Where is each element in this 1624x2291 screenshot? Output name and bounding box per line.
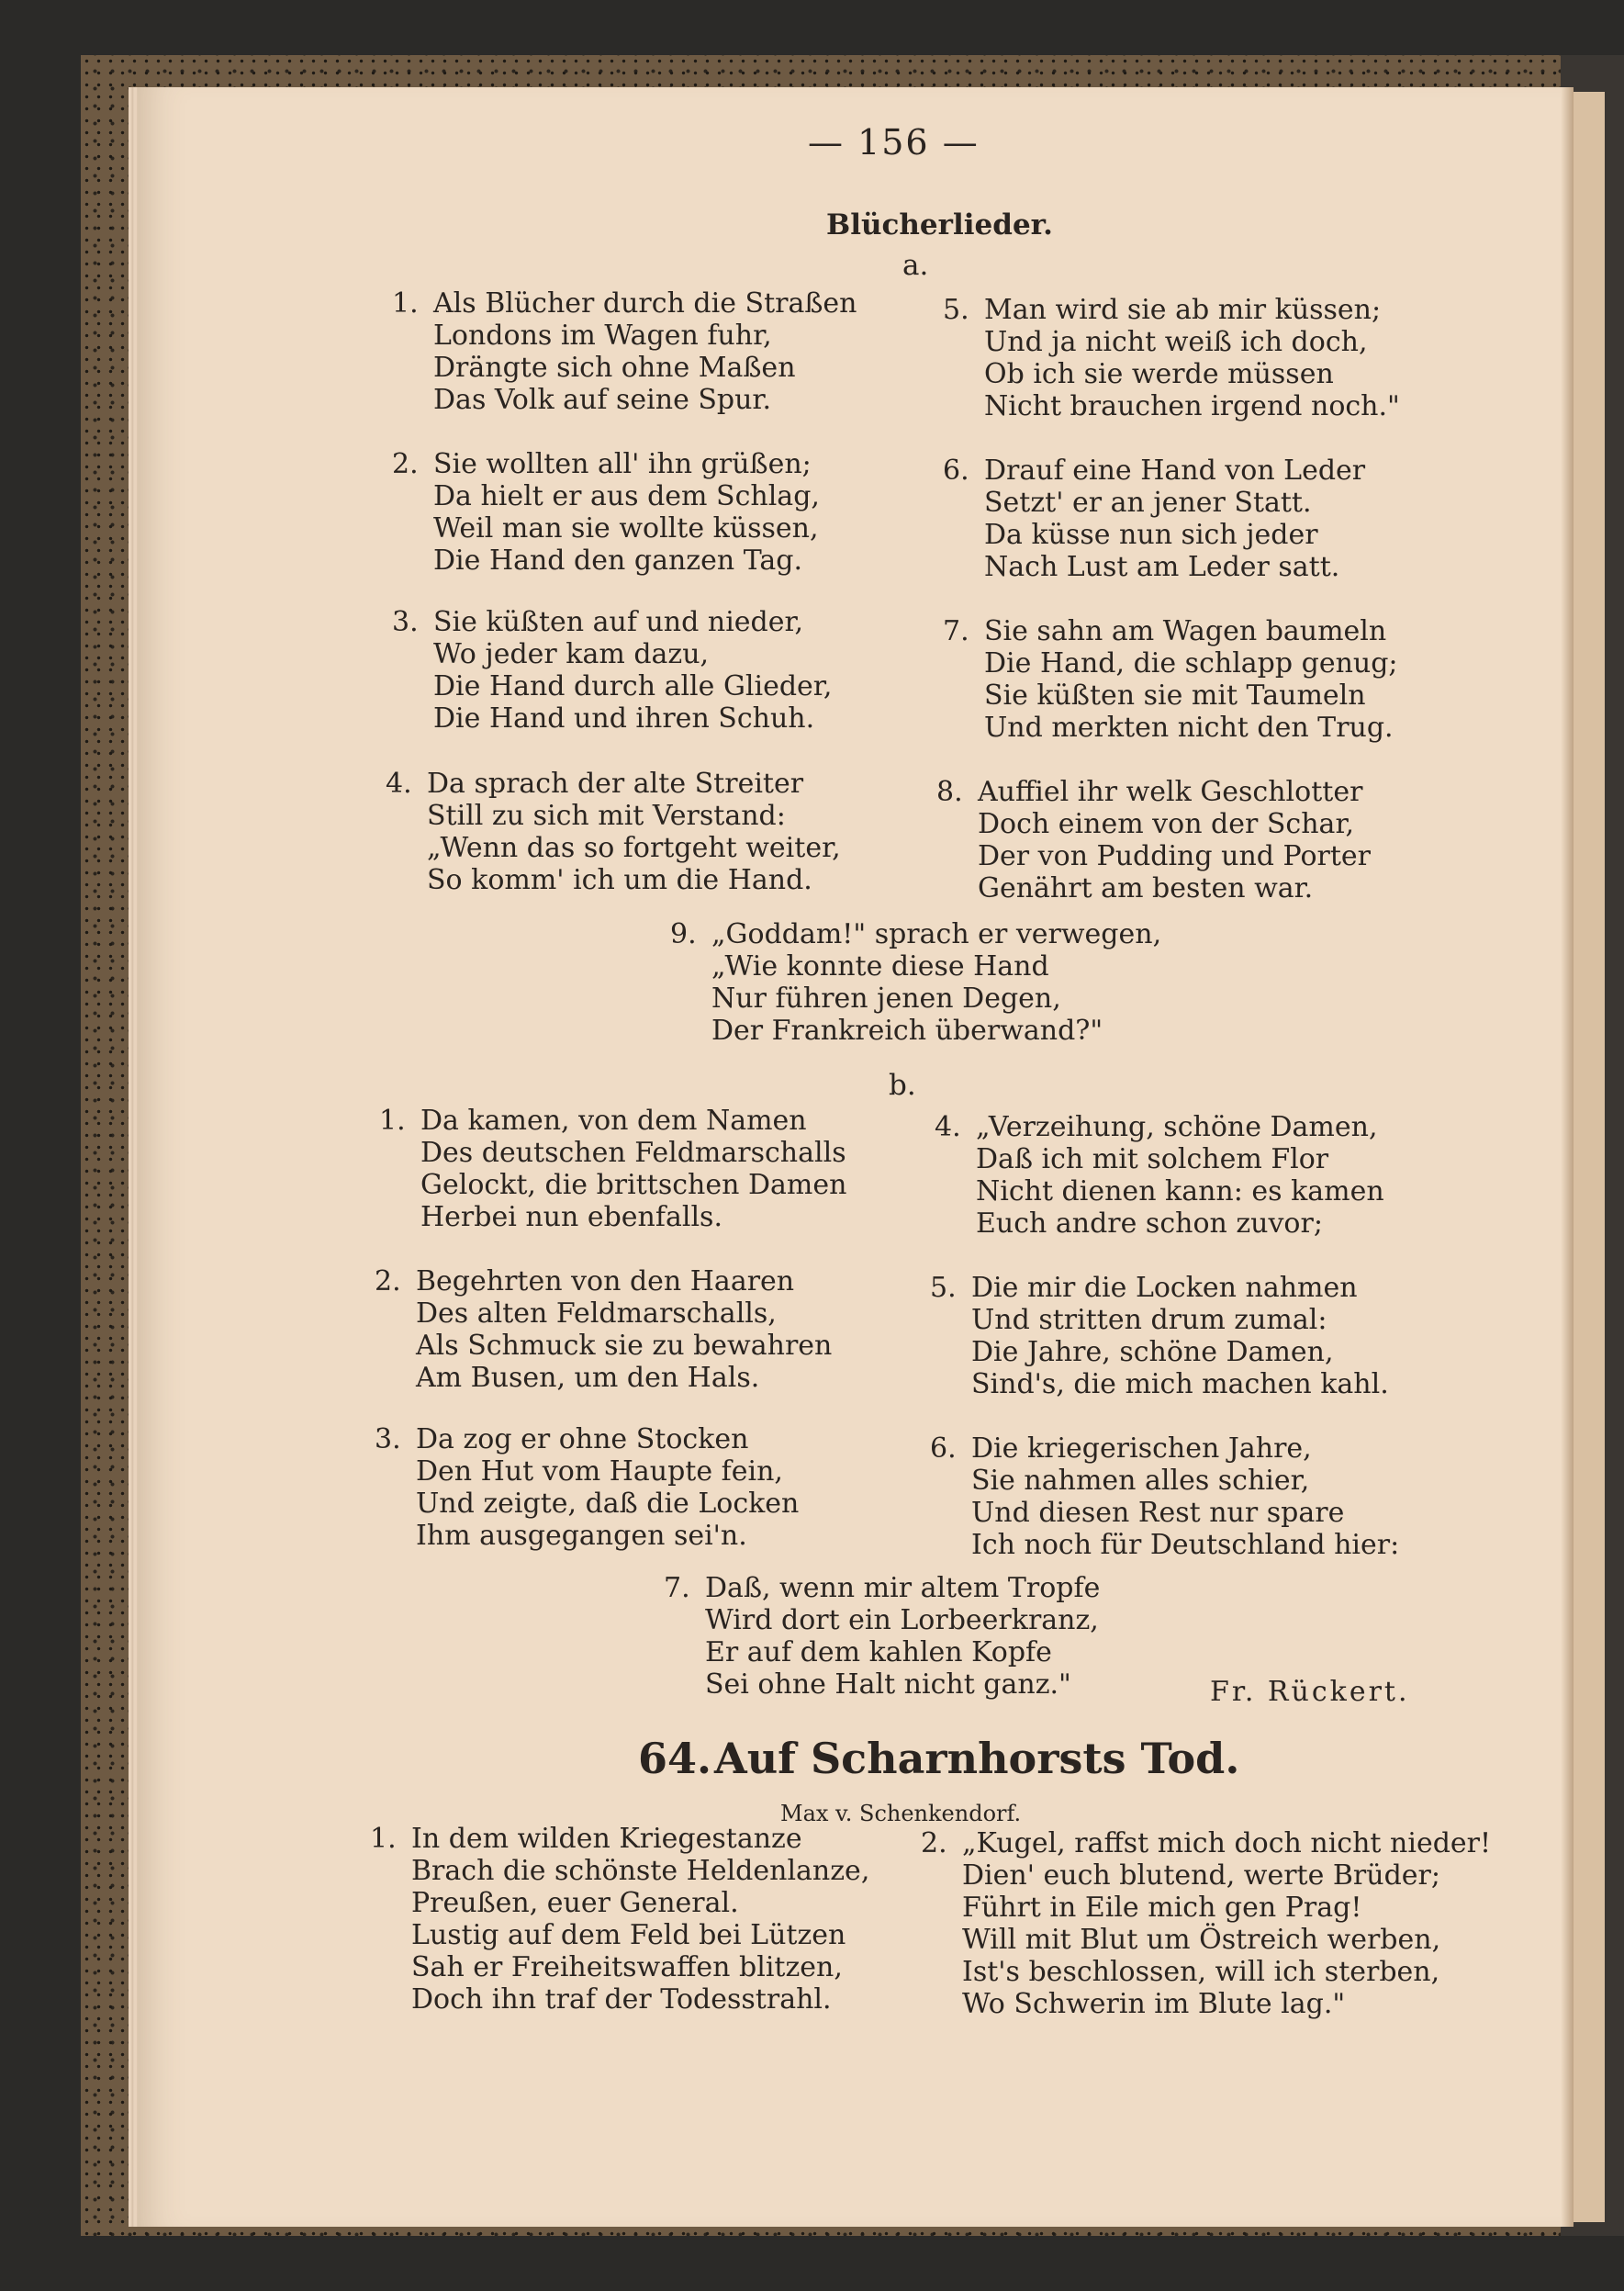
verse-line: Und merkten nicht den Trug.	[984, 712, 1394, 744]
stanza	[984, 294, 1400, 422]
verse-line: „Wie konnte diese Hand	[711, 950, 1049, 983]
verse-line: Gelockt, die brittschen Damen	[420, 1169, 847, 1201]
verse-line: Setzt' er an jener Statt.	[984, 487, 1312, 519]
verse-line: Als Schmuck sie zu bewahren	[416, 1330, 833, 1362]
stanza	[984, 455, 1365, 583]
verse-line: Ist's beschlossen, will ich sterben,	[962, 1956, 1440, 1988]
verse-line: Man wird sie ab mir küssen;	[984, 294, 1382, 326]
verse-line: Führt in Eile mich gen Prag!	[962, 1892, 1362, 1924]
stanza	[433, 287, 857, 416]
verse-line: Preußen, euer General.	[411, 1887, 739, 1919]
verse-line: Und ja nicht weiß ich doch,	[984, 326, 1368, 358]
stanza	[962, 1827, 1491, 2020]
stanza-number: 9.	[670, 918, 697, 950]
verse-line: Und stritten drum zumal:	[971, 1304, 1327, 1336]
stanza	[978, 776, 1371, 904]
part-a-label: a.	[902, 249, 929, 282]
stanza-number: 4.	[386, 768, 412, 800]
stanza	[416, 1265, 832, 1394]
verse-line: „Kugel, raffst mich doch nicht nieder!	[962, 1827, 1492, 1859]
stanza	[984, 615, 1398, 744]
verse-line: Doch einem von der Schar,	[978, 808, 1355, 840]
verse-line: Sah er Freiheitswaffen blitzen,	[411, 1951, 843, 1983]
verse-line: Nach Lust am Leder satt.	[984, 551, 1340, 583]
verse-line: Sie sahn am Wagen baumeln	[984, 615, 1387, 647]
stanza-number: 7.	[664, 1572, 690, 1604]
verse-line: Wo jeder kam dazu,	[433, 638, 710, 670]
verse-line: „Verzeihung, schöne Damen,	[976, 1111, 1378, 1143]
stanza	[433, 606, 832, 735]
verse-line: Londons im Wagen fuhr,	[433, 320, 772, 352]
page-number: — 156 —	[808, 122, 980, 163]
verse-line: Euch andre schon zuvor;	[976, 1207, 1323, 1240]
stanza-number: 8.	[936, 776, 963, 808]
stanza-number: 3.	[375, 1423, 401, 1455]
verse-line: Sie küßten auf und nieder,	[433, 606, 804, 638]
stanza-number: 1.	[392, 287, 419, 320]
verse-line: Sind's, die mich machen kahl.	[971, 1368, 1389, 1400]
stanza	[420, 1105, 846, 1233]
stanza-number: 3.	[392, 606, 419, 638]
stanza-number: 5.	[943, 294, 969, 326]
verse-line: Der Frankreich überwand?"	[711, 1015, 1103, 1047]
verse-line: Sie nahmen alles schier,	[971, 1465, 1310, 1497]
verse-line: Da zog er ohne Stocken	[416, 1423, 749, 1455]
part-b-label: b.	[889, 1069, 916, 1102]
verse-line: Drängte sich ohne Maßen	[433, 352, 796, 384]
stanza-number: 2.	[392, 448, 419, 480]
verse-line: Lustig auf dem Feld bei Lützen	[411, 1919, 846, 1951]
stanza-number: 7.	[943, 615, 969, 647]
verse-line: Da kamen, von dem Namen	[420, 1105, 807, 1137]
verse-line: Still zu sich mit Verstand:	[427, 800, 786, 832]
verse-line: Sie küßten sie mit Taumeln	[984, 679, 1366, 712]
verse-line: Wird dort ein Lorbeerkranz,	[705, 1604, 1099, 1636]
verse-line: Dien' euch blutend, werte Brüder;	[962, 1859, 1441, 1892]
stanza	[416, 1423, 799, 1552]
verse-line: Die Hand, die schlapp genug;	[984, 647, 1398, 679]
verse-line: In dem wilden Kriegestanze	[411, 1823, 802, 1855]
verse-line: Begehrten von den Haaren	[416, 1265, 795, 1297]
stanza-number: 1.	[370, 1823, 397, 1855]
poem-title: Auf Scharnhorsts Tod.	[714, 1734, 1240, 1783]
stanza	[705, 1572, 1100, 1701]
verse-line: Die mir die Locken nahmen	[971, 1272, 1358, 1304]
verse-line: Nicht dienen kann: es kamen	[976, 1175, 1384, 1207]
stanza-number: 6.	[930, 1432, 957, 1465]
verse-line: Ich noch für Deutschland hier:	[971, 1529, 1400, 1561]
stanza-number: 6.	[943, 455, 969, 487]
stanza-number: 2.	[921, 1827, 947, 1859]
verse-line: Nicht brauchen irgend noch."	[984, 390, 1400, 422]
verse-line: Wo Schwerin im Blute lag."	[962, 1988, 1346, 2020]
verse-line: Des deutschen Feldmarschalls	[420, 1137, 846, 1169]
verse-line: Das Volk auf seine Spur.	[433, 384, 772, 416]
stanza-number: 5.	[930, 1272, 957, 1304]
verse-line: Da küsse nun sich jeder	[984, 519, 1318, 551]
stanza-number: 1.	[379, 1105, 406, 1137]
verse-line: Die kriegerischen Jahre,	[971, 1432, 1312, 1465]
verse-line: Den Hut vom Haupte fein,	[416, 1455, 783, 1488]
stanza	[971, 1432, 1399, 1561]
next-page-edge	[1572, 92, 1605, 2222]
verse-line: Drauf eine Hand von Leder	[984, 455, 1366, 487]
stanza-number: 4.	[935, 1111, 961, 1143]
verse-line: Die Hand durch alle Glieder,	[433, 670, 833, 702]
stanza	[976, 1111, 1384, 1240]
poem-byline: Max v. Schenkendorf.	[780, 1801, 1022, 1826]
section-heading: Blücherlieder.	[826, 208, 1053, 241]
verse-line: Des alten Feldmarschalls,	[416, 1297, 777, 1330]
stanza	[433, 448, 820, 577]
stanza	[711, 918, 1161, 1047]
verse-line: Doch ihn traf der Todesstrahl.	[411, 1983, 832, 2016]
verse-line: „Wenn das so fortgeht weiter,	[427, 832, 841, 864]
verse-line: So komm' ich um die Hand.	[427, 864, 812, 896]
verse-line: Als Blücher durch die Straßen	[433, 287, 857, 320]
verse-line: Sie wollten all' ihn grüßen;	[433, 448, 812, 480]
stanza	[411, 1823, 869, 2016]
verse-line: Die Hand und ihren Schuh.	[433, 702, 815, 735]
verse-line: Und diesen Rest nur spare	[971, 1497, 1345, 1529]
poem-number: 64.	[638, 1734, 712, 1783]
stanza	[427, 768, 841, 896]
verse-line: Daß, wenn mir altem Tropfe	[705, 1572, 1101, 1604]
verse-line: Er auf dem kahlen Kopfe	[705, 1636, 1052, 1668]
verse-line: Auffiel ihr welk Geschlotter	[978, 776, 1363, 808]
verse-line: Daß ich mit solchem Flor	[976, 1143, 1329, 1175]
verse-line: Da sprach der alte Streiter	[427, 768, 804, 800]
author-signature: Fr. Rückert.	[1210, 1676, 1410, 1708]
stanza-number: 2.	[375, 1265, 401, 1297]
verse-line: Herbei nun ebenfalls.	[420, 1201, 722, 1233]
page-gutter	[1561, 87, 1574, 2227]
verse-line: Brach die schönste Heldenlanze,	[411, 1855, 870, 1887]
verse-line: Am Busen, um den Hals.	[416, 1362, 760, 1394]
verse-line: Ihm ausgegangen sei'n.	[416, 1520, 747, 1552]
verse-line: Und zeigte, daß die Locken	[416, 1488, 800, 1520]
verse-line: Will mit Blut um Östreich werben,	[962, 1924, 1441, 1956]
verse-line: Die Hand den ganzen Tag.	[433, 545, 802, 577]
verse-line: Genährt am besten war.	[978, 872, 1314, 904]
verse-line: Weil man sie wollte küssen,	[433, 512, 819, 545]
verse-line: Nur führen jenen Degen,	[711, 983, 1061, 1015]
verse-line: Der von Pudding und Porter	[978, 840, 1372, 872]
verse-line: Ob ich sie werde müssen	[984, 358, 1334, 390]
verse-line: Da hielt er aus dem Schlag,	[433, 480, 820, 512]
verse-line: „Goddam!" sprach er verwegen,	[711, 918, 1162, 950]
verse-line: Sei ohne Halt nicht ganz."	[705, 1668, 1071, 1701]
verse-line: Die Jahre, schöne Damen,	[971, 1336, 1334, 1368]
stanza	[971, 1272, 1389, 1400]
